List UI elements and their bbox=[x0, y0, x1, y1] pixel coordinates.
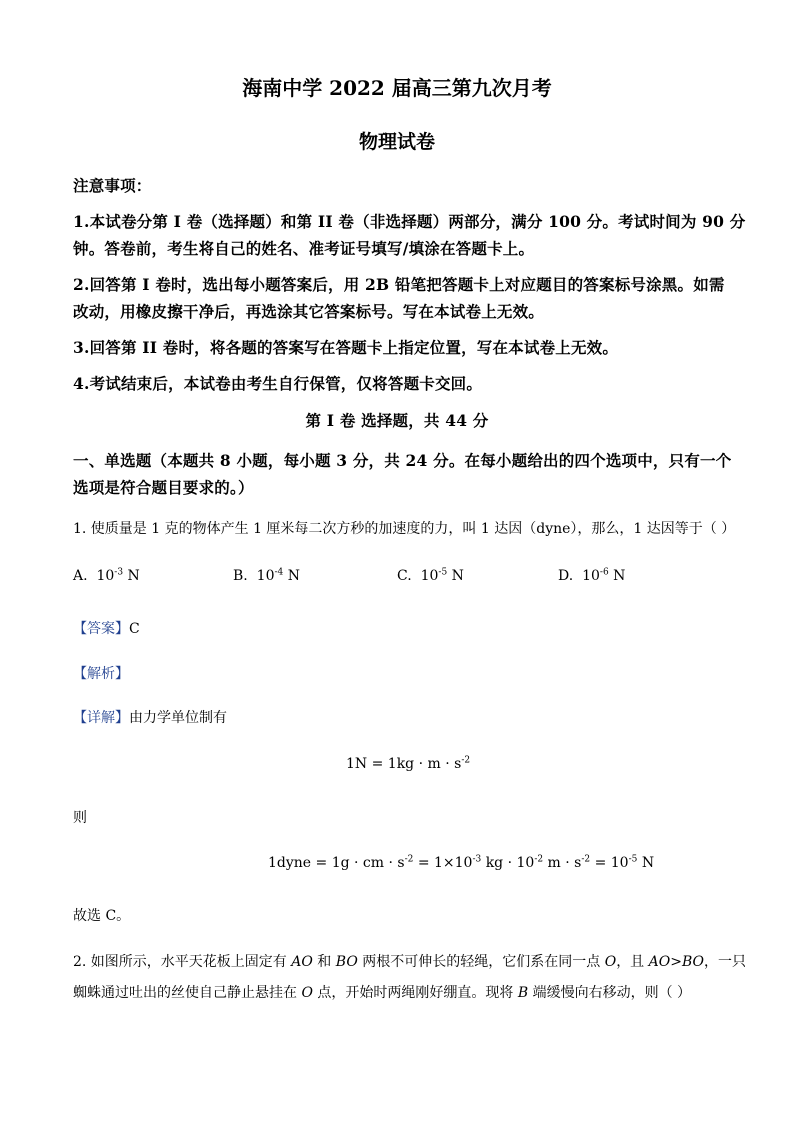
exam-title: 海南中学 2022 届高三第九次月考 bbox=[242, 76, 552, 100]
notice-item-4: 4.考试结束后，本试卷由考生自行保管，仅将答题卡交回。 bbox=[73, 374, 483, 393]
answer-line bbox=[73, 618, 140, 638]
section-title: 第 I 卷 选择题，共 44 分 bbox=[305, 411, 489, 430]
part-instruction-line-1: 一、单选题（本题共 8 小题，每小题 3 分，共 24 分。在每小题给出的四个选项中，只有一个 bbox=[73, 451, 732, 470]
question-1-stem: 1. 使质量是 1 克的物体产生 1 厘米每二次方秒的加速度的力，叫 1 达因（dyne），那么，1 达因等于（ ） bbox=[73, 521, 736, 537]
question-2-line-2: 蜘蛛通过吐出的丝使自己静止悬挂在 O 点，开始时两绳刚好绷直。现将 B 端缓慢向右移动，则（ ） bbox=[73, 985, 692, 1001]
exam-subject: 物理试卷 bbox=[358, 131, 435, 153]
notice-heading: 注意事项： bbox=[73, 176, 152, 195]
notice-item-3: 3.回答第 II 卷时，将各题的答案写在答题卡上指定位置，写在本试卷上无效。 bbox=[73, 338, 619, 357]
formula-dyne: 1dyne = 1g · cm · $s^{-2} = 1\times 10^{-3}$ kg · $10^{-2}$ $m \cdot s^{-2} = 10^{-5}$ N bbox=[268, 854, 655, 871]
notice-item-2-line-1: 2.回答第 I 卷时，选出每小题答案后，用 2B 铅笔把答题卡上对应题目的答案标号涂黑。如需 bbox=[73, 275, 725, 294]
then-label: 则 bbox=[73, 810, 87, 826]
option-b: B. $10^{-4}$ N bbox=[233, 567, 300, 584]
option-d: D. $10^{-6}$ N bbox=[558, 567, 626, 584]
notice-item-1-line-1: 1.本试卷分第 I 卷（选择题）和第 II 卷（非选择题）两部分，满分 100 分。考试时间为 90 分 bbox=[73, 212, 746, 231]
detail-tag: 【详解】 bbox=[73, 710, 129, 726]
analysis-tag: 【解析】 bbox=[73, 666, 129, 682]
option-c: C. $10^{-5}$ N bbox=[397, 567, 464, 584]
conclusion: 故选 C。 bbox=[73, 908, 131, 924]
formula-newton: $1N = 1kg \cdot m \cdot s^{-2}$ bbox=[346, 755, 471, 772]
option-a: A. $10^{-3}$ N bbox=[73, 567, 140, 584]
answer-value: C bbox=[129, 621, 140, 637]
notice-item-1-line-2: 钟。答卷前，考生将自己的姓名、准考证号填写/填涂在答题卡上。 bbox=[73, 239, 535, 258]
answer-tag: 【答案】 bbox=[73, 621, 129, 637]
notice-item-2-line-2: 改动，用橡皮擦干净后，再选涂其它答案标号。写在本试卷上无效。 bbox=[73, 302, 545, 321]
part-instruction-line-2: 选项是符合题目要求的。） bbox=[73, 478, 254, 497]
detail-text: 由力学单位制有 bbox=[129, 710, 227, 726]
detail-line bbox=[73, 707, 227, 727]
question-2-line-1: 2. 如图所示，水平天花板上固定有 AO 和 BO 两根不可伸长的轻绳，它们系在同一点 O，且 AO>BO，一只 bbox=[73, 954, 746, 970]
